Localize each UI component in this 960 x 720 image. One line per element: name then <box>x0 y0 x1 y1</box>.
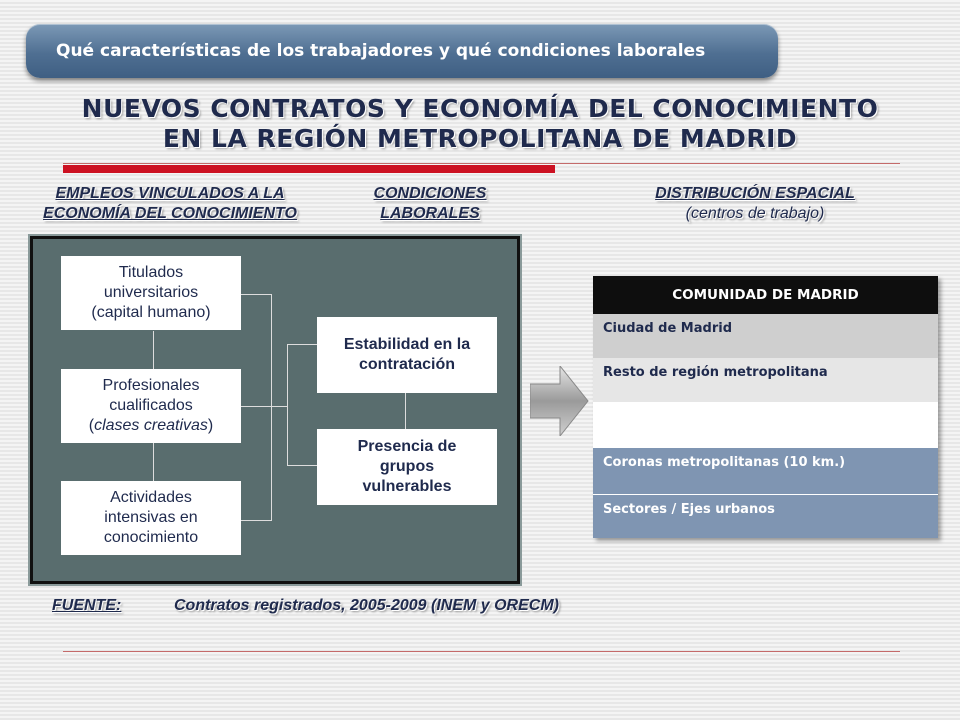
presencia-line-3: vulnerables <box>362 478 452 495</box>
presencia-line-2: grupos <box>379 458 435 475</box>
titulados-line-1: Titulados <box>118 264 184 281</box>
distribucion-line-1: DISTRIBUCIÓN ESPACIAL <box>655 185 855 202</box>
condiciones-line-2: LABORALES <box>380 205 480 222</box>
condiciones-line-1: CONDICIONES <box>373 185 487 202</box>
header-banner <box>26 24 778 78</box>
profesionales-clases: clases creativas <box>94 417 208 434</box>
titulados-line-2: universitarios <box>103 284 199 301</box>
column-heading-distribucion <box>600 184 910 224</box>
box-estabilidad <box>317 317 497 393</box>
source-label: FUENTE: <box>52 597 122 614</box>
column-heading-condiciones <box>345 184 515 224</box>
table-header: COMUNIDAD DE MADRID <box>593 276 938 314</box>
banner-text: Qué características de los trabajadores y qué condiciones laborales <box>56 41 706 61</box>
divider-top <box>63 163 900 164</box>
actividades-line-1: Actividades <box>110 489 192 506</box>
presencia-line-1: Presencia de <box>357 438 457 455</box>
profesionales-close: ) <box>207 417 214 434</box>
table-row-ciudad: Ciudad de Madrid <box>593 314 938 358</box>
page-title <box>0 94 960 154</box>
diagram-panel <box>30 236 520 584</box>
table-row-empty <box>593 402 938 448</box>
actividades-line-2: intensivas en <box>104 509 198 526</box>
box-presencia <box>317 429 497 505</box>
distribucion-line-2: (centros de trabajo) <box>685 205 825 222</box>
column-heading-empleos <box>10 184 330 224</box>
table-row-sectores: Sectores / Ejes urbanos <box>593 494 938 538</box>
estabilidad-line-2: contratación <box>358 356 455 373</box>
connector-bracket-left <box>241 294 272 521</box>
connector-vertical-right <box>405 393 406 429</box>
source-note <box>52 597 559 615</box>
divider-bottom <box>63 651 900 652</box>
estabilidad-line-1: Estabilidad en la <box>343 336 471 353</box>
profesionales-line-1: Profesionales <box>102 377 200 394</box>
profesionales-line-3 <box>89 416 213 436</box>
actividades-line-3: conocimiento <box>103 529 199 546</box>
arrow-right-icon <box>530 366 590 436</box>
connector-bridge <box>271 406 287 407</box>
table-row-resto: Resto de región metropolitana <box>593 358 938 402</box>
titulados-line-3: (capital humano) <box>91 304 211 321</box>
box-titulados <box>61 256 241 330</box>
accent-bar <box>63 165 555 173</box>
box-profesionales <box>61 369 241 443</box>
empleos-line-2: ECONOMÍA DEL CONOCIMIENTO <box>43 205 297 222</box>
territory-table <box>593 276 938 538</box>
box-actividades <box>61 481 241 555</box>
connector-bracket-right <box>287 344 318 466</box>
profesionales-line-2: cualificados <box>109 397 193 414</box>
empleos-line-1: EMPLEOS VINCULADOS A LA <box>55 185 285 202</box>
source-text: Contratos registrados, 2005-2009 (INEM y ORECM) <box>174 597 559 614</box>
connector-middle-link <box>241 406 271 407</box>
profesionales-open: ( <box>88 417 95 434</box>
table-row-coronas: Coronas metropolitanas (10 km.) <box>593 448 938 494</box>
title-line-1: NUEVOS CONTRATOS Y ECONOMÍA DEL CONOCIMIENTO <box>81 94 879 123</box>
title-line-2: EN LA REGIÓN METROPOLITANA DE MADRID <box>162 124 798 153</box>
